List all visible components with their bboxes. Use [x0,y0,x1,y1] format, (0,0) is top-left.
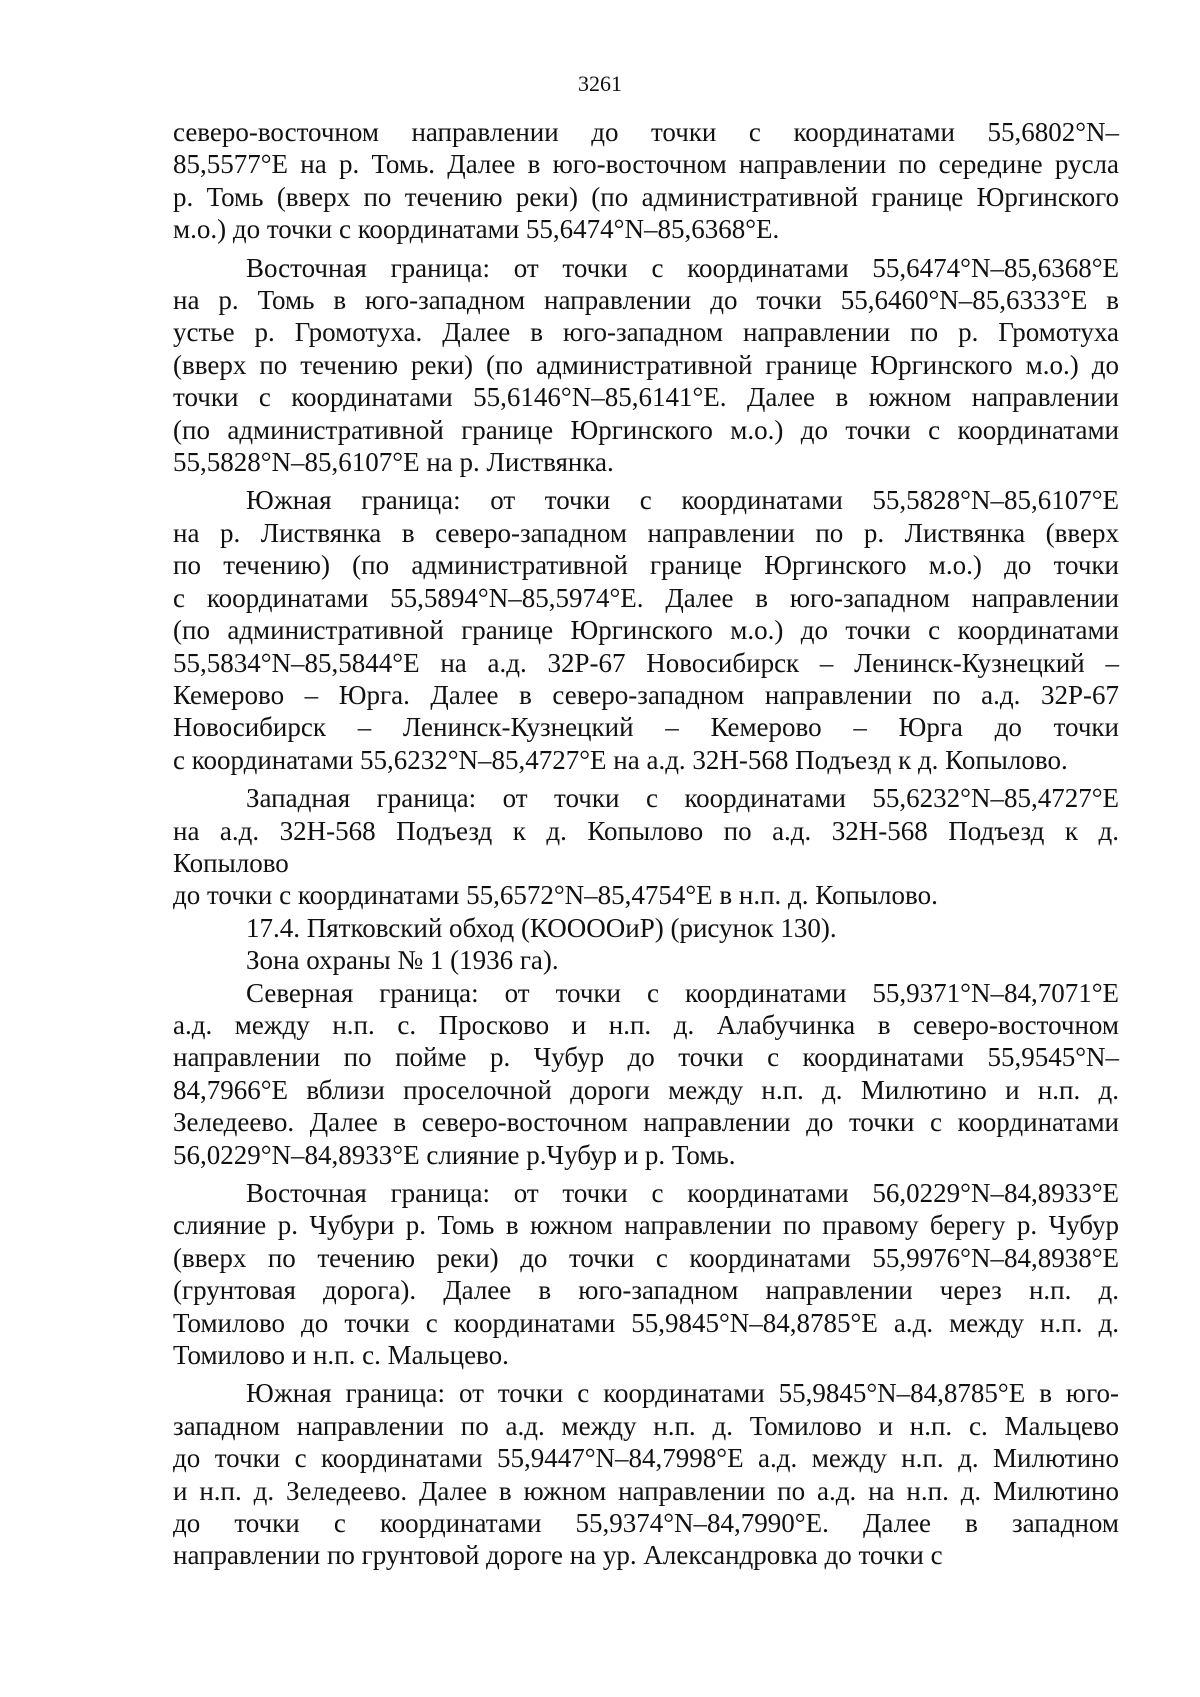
text-line: Новосибирск – Ленинск-Кузнецкий – Кемерово – Юрга до точки [173,712,1119,743]
text-line: (по административной границе Юргинского м.о.) до точки с координатами [173,615,1119,646]
paragraph [173,782,1119,879]
text-line: (вверх по течению реки) (по административной границе Юргинского м.о.) до [173,349,1119,380]
text-line: с координатами 55,5894°N–85,5974°E. Далее в юго-западном направлении [173,582,1119,613]
paragraph [173,944,1119,976]
text-line: Южная граница: от точки с координатами 55,5828°N–85,6107°E [246,485,1119,516]
paragraph [173,1377,1119,1571]
paragraph [173,912,1119,944]
text-line: на р. Томь в юго-западном направлении до точки 55,6460°N–85,6333°E в [173,285,1119,316]
paragraph [173,879,1119,911]
document-body [173,116,1119,1572]
paragraph [173,252,1119,479]
text-line: до точки с координатами 55,9447°N–84,7998°E а.д. между н.п. д. Милютино [173,1443,1119,1474]
text-line: Западная граница: от точки с координатами 55,6232°N–85,4727°E [246,783,1119,814]
text-line: Восточная граница: от точки с координатами 56,0229°N–84,8933°E [246,1178,1119,1208]
text-line: на р. Листвянка в северо-западном направлении по р. Листвянка (вверх [173,517,1119,548]
text-line: (грунтовая дорога). Далее в юго-западном направлении через н.п. д. [173,1275,1119,1306]
text-line: точки с координатами 55,6146°N–85,6141°E. Далее в южном направлении [173,382,1119,413]
text-line: Копылово [173,847,289,878]
text-line: слияние р. Чубури р. Томь в южном направлении по правому берегу р. Чубур [173,1210,1119,1241]
text-line: 85,5577°E на р. Томь. Далее в юго-восточном направлении по середине русла [173,149,1119,180]
text-line: Томилово и н.п. с. Мальцево. [173,1340,509,1371]
text-line: 55,5834°N–85,5844°E на а.д. 32Р-67 Новосибирск – Ленинск-Кузнецкий – [173,647,1119,678]
text-line: до точки с координатами 55,9374°N–84,7990°E. Далее в западном [173,1508,1119,1539]
text-line: 56,0229°N–84,8933°E слияние р.Чубур и р. Томь. [173,1139,736,1170]
text-line: а.д. между н.п. с. Просково и н.п. д. Алабучинка в северо-восточном [173,1009,1119,1040]
text-line: (по административной границе Юргинского м.о.) до точки с координатами [173,414,1119,445]
text-line: Южная граница: от точки с координатами 55,9845°N–84,8785°E в юго- [246,1378,1119,1409]
paragraph [173,1177,1119,1371]
text-line: северо-восточном направлении до точки с координатами 55,6802°N– [173,117,1119,147]
text-line: по течению) (по административной границе Юргинского м.о.) до точки [173,550,1119,581]
text-line: направлении по грунтовой дороге на ур. Александровка до точки с [173,1540,943,1571]
paragraph [173,977,1119,1171]
text-line: устье р. Громотуха. Далее в юго-западном направлении по р. Громотуха [173,317,1119,348]
text-line: 17.4. Пятковский обход (КОООOиР) (рисунок 130). [246,912,837,943]
page-number: 3261 [578,71,622,96]
text-line: Северная граница: от точки с координатами 55,9371°N–84,7071°E [246,977,1119,1008]
text-line: на а.д. 32Н-568 Подъезд к д. Копылово по а.д. 32Н-568 Подъезд к д. [173,815,1119,846]
text-line: м.о.) до точки с координатами 55,6474°N–85,6368°E. [173,214,780,245]
text-line: (вверх по течению реки) до точки с координатами 55,9976°N–84,8938°E [173,1242,1119,1273]
text-line: 55,5828°N–85,6107°E на р. Листвянка. [173,447,614,478]
text-line: 84,7966°E вблизи проселочной дороги между н.п. д. Милютино и н.п. д. [173,1074,1119,1105]
text-line: направлении по пойме р. Чубур до точки с координатами 55,9545°N– [173,1042,1119,1073]
text-line: западном направлении по а.д. между н.п. д. Томилово и н.п. с. Мальцево [173,1410,1119,1441]
text-line: Томилово до точки с координатами 55,9845°N–84,8785°E а.д. между н.п. д. [173,1307,1119,1338]
text-line: до точки с координатами 55,6572°N–85,4754°E в н.п. д. Копылово. [173,880,938,911]
text-line: с координатами 55,6232°N–85,4727°E на а.д. 32Н-568 Подъезд к д. Копылово. [173,744,1068,775]
text-line: Зеледеево. Далее в северо-восточном направлении до точки с координатами [173,1107,1119,1138]
text-line: и н.п. д. Зеледеево. Далее в южном направлении по а.д. на н.п. д. Милютино [173,1475,1119,1506]
paragraph [173,484,1119,776]
paragraph [173,116,1119,246]
text-line: Восточная граница: от точки с координатами 55,6474°N–85,6368°E [246,252,1119,283]
text-line: р. Томь (вверх по течению реки) (по административной границе Юргинского [173,181,1119,212]
text-line: Кемерово – Юрга. Далее в северо-западном направлении по а.д. 32Р-67 [173,679,1119,710]
text-line: Зона охраны № 1 (1936 га). [246,945,559,976]
